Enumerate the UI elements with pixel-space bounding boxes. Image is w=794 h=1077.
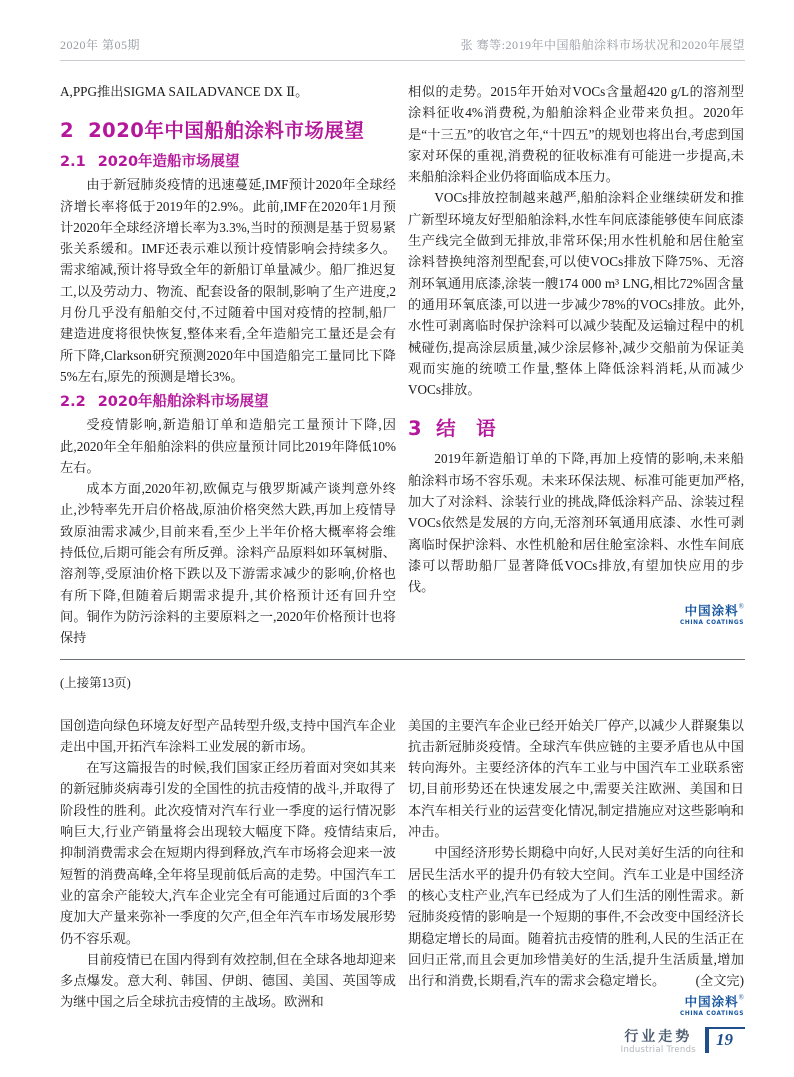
part2-left-column [60, 715, 396, 1018]
footer-section-cn: 行业走势 [624, 1028, 693, 1045]
logo-text-cn: 中国涂料 [684, 994, 739, 1010]
logo-text-en: CHINA COATINGS [680, 619, 744, 626]
part1-right-column [408, 81, 744, 649]
article-auto-continuation [60, 715, 745, 1018]
running-title: 张 骞等:2019年中国船舶涂料市场状况和2020年展望 [460, 38, 745, 52]
paragraph-cost-continued: 相似的走势。2015年开始对VOCs含量超420 g/L的溶剂型涂料征收4%消费税,为船舶涂料企业带来负担。2020年是“十三五”的收官之年,“十四五”的规划也将出台,考虑到国家对环保的重视,消费税的征收标准有可能进一步提高,未来船舶涂料企业仍将面临成本压力。 [408, 84, 744, 185]
continued-from-note: (上接第13页) [60, 675, 131, 690]
china-coatings-logo [408, 994, 744, 1018]
subsection-heading-2-1 [60, 150, 396, 171]
article-end-mark: (全文完) [695, 973, 744, 989]
paragraph-shipbuilding-outlook: 由于新冠肺炎疫情的迅速蔓延,IMF预计2020年全球经济增长率将低于2019年的2.9%。此前,IMF在2020年1月预计2020年全球经济增长率为3.3%,当时的预测是基于贸易紧张关系缓和。IMF还表示难以预计疫情影响会持续多久。需求缩减,预计将导致全年的新船订单量减少。船厂推迟复工,以及劳动力、物流、配套设备的限制,影响了生产进度,2月份几乎没有船舶交付,不过随着中国对疫情的控制,船厂建造进度将很快恢复,整体来看,全年造船完工量还是会有所下降,Clarkson研究预测2020年中国造船完工量同比下降5%左右,原先的预测是增长3%。 [60, 177, 396, 384]
article-separator-line [60, 659, 745, 660]
carryover-line: A,PPG推出SIGMA SAILADVANCE DX Ⅱ。 [60, 84, 309, 99]
page-header [60, 36, 745, 61]
subsection-heading-2-2 [60, 390, 396, 411]
logo-text-cn: 中国涂料 [684, 602, 739, 618]
section-heading-3 [408, 413, 744, 441]
paragraph-cost: 成本方面,2020年初,欧佩克与俄罗斯减产谈判意外终止,沙特率先开启价格战,原油价格突然大跌,再加上疫情导致原油需求减少,目前来看,至少上半年价格大概率将会维持低位,后期可能会有所反弹。涂料产品原料如环氧树脂、溶剂等,受原油价格下跌以及下游需求减少的影响,价格也有所下降,但随着后期需求提升,其价格预计还有回升空间。铜作为防污涂料的主要原料之一,2020年价格预计也将保持 [60, 481, 396, 646]
subsection-title: 2020年造船市场展望 [97, 154, 240, 171]
section-number: 3 [408, 417, 423, 441]
logo-text-en: CHINA COATINGS [680, 1011, 744, 1018]
section-number: 2 [60, 119, 75, 143]
paragraph-auto-2: 在写这篇报告的时候,我们国家正经历着面对突如其来的新冠肺炎病毒引发的全国性的抗击疫情的战斗,并取得了阶段性的胜利。此次疫情对汽车行业一季度的运行情况影响巨大,行业产销量将会出现较大幅度下降。疫情结束后,抑制消费需求会在短期内得到释放,汽车市场将会迎来一波短暂的消费高峰,全年将呈现前低后高的走势。中国汽车工业的富余产能较大,汽车企业完全有可能通过后面的3个季度加大产量来弥补一季度的欠产,但全年汽车市场发展形势仍不容乐观。 [60, 760, 396, 946]
paragraph-supply: 受疫情影响,新造船订单和造船完工量预计下降,因此,2020年全年船舶涂料的供应量预计同比2019年降低10%左右。 [60, 417, 396, 475]
page-footer [621, 1027, 745, 1055]
issue-label: 2020年 第05期 [60, 38, 141, 52]
part1-left-column [60, 81, 396, 649]
subsection-number: 2.1 [60, 154, 86, 171]
paragraph-auto-5: 中国经济形势长期稳中向好,人民对美好生活的向往和居民生活水平的提升仍有较大空间。汽车工业是中国经济的核心支柱产业,汽车已经成为了人们生活的刚性需求。新冠肺炎疫情的影响是一个短期的事件,不会改变中国经济长期稳定增长的局面。随着抗击疫情的胜利,人民的生活正在回归正常,而且会更加珍惜美好的生活,提升生活质量,增加出行和消费,长期看,汽车的需求会稳定增长。 [408, 845, 744, 989]
page-number: 19 [705, 1027, 745, 1053]
part2-right-column [408, 715, 744, 1018]
registered-mark-icon: ® [738, 993, 744, 1002]
section-heading-2 [60, 115, 396, 143]
paragraph-auto-3: 目前疫情已在国内得到有效控制,但在全球各地却迎来多点爆发。意大利、韩国、伊朗、德国、美国、英国等成为继中国之后全球抗击疫情的主战场。欧洲和 [60, 951, 396, 1010]
article-ship-coatings [60, 81, 745, 649]
paragraph-vocs: VOCs排放控制越来越严,船舶涂料企业继续研发和推广新型环境友好型船舶涂料,水性车间底漆能够使车间底漆生产线完全做到无排放,非常环保;用水性机舱和居住舱室涂料替换纯溶剂型配套,可以使VOCs排放下降75%、无溶剂环氧通用底漆,涂装一艘174 000 m³ LNG,相比72%固含量的通用环氧底漆,可以进一步减少78%的VOCs排放。此外,水性可剥离临时保护涂料可以减少装配及运输过程中的机械碰伤,提高涂层质量,减少涂层修补,减少交船前为保证美观而实施的统喷工作量,整体上降低涂料消耗,从而减少VOCs排放。 [408, 190, 744, 398]
registered-mark-icon: ® [738, 602, 744, 611]
paragraph-conclusion: 2019年新造船订单的下降,再加上疫情的影响,未来船舶涂料市场不容乐观。未来环保法规、标准可能更加严格,加大了对涂料、涂装行业的挑战,降低涂料产品、涂装过程VOCs依然是发展的方向,无溶剂环氧通用底漆、水性可剥离临时保护涂料、水性机舱和居住舱室涂料、水性车间底漆可以帮助船厂显著降低VOCs排放,有望加快应用的步伐。 [408, 451, 744, 595]
footer-section-en: Industrial Trends [620, 1045, 696, 1055]
subsection-title: 2020年船舶涂料市场展望 [97, 394, 269, 411]
paragraph-auto-4: 美国的主要汽车企业已经开始关厂停产,以减少人群聚集以抗击新冠肺炎疫情。全球汽车供应链的主要矛盾也从中国转向海外。主要经济体的汽车工业与中国汽车工业联系密切,目前形势还在快速发展之中,需要关注欧洲、美国和日本汽车相关行业的运营变化情况,制定措施应对这些影响和冲击。 [408, 717, 744, 840]
china-coatings-logo [408, 603, 744, 627]
section-title: 2020年中国船舶涂料市场展望 [88, 119, 365, 143]
subsection-number: 2.2 [60, 394, 86, 411]
section-title: 结 语 [436, 417, 497, 441]
footer-section-label [621, 1027, 696, 1055]
paragraph-auto-1: 国创造向绿色环境友好型产品转型升级,支持中国汽车企业走出中国,开拓汽车涂料工业发展的新市场。 [60, 717, 396, 754]
